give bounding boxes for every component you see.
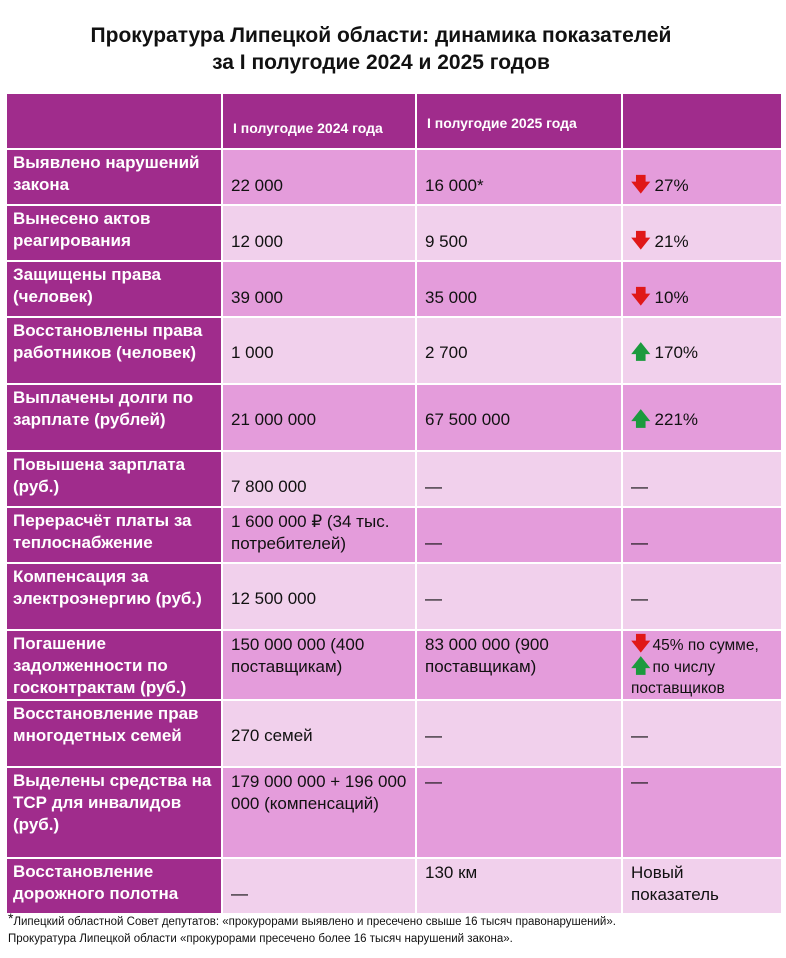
value-2025: 2 700 — [416, 317, 622, 384]
table-row — [6, 507, 782, 563]
value-2025: 130 км — [416, 858, 622, 914]
value-2024: 12 500 000 — [222, 563, 416, 630]
arrow-up-icon: 🡅 — [631, 409, 651, 430]
table-row — [6, 563, 782, 630]
row-label: Защищены права (человек) — [6, 261, 222, 317]
change-cell — [622, 261, 782, 317]
table-row — [6, 700, 782, 767]
value-2024: 150 000 000 (400 поставщикам) — [222, 630, 416, 700]
value-2024: 1 000 — [222, 317, 416, 384]
page-title — [0, 22, 762, 76]
footnote-marker: * — [8, 910, 14, 926]
indicators-table — [5, 92, 783, 915]
table-row — [6, 630, 782, 700]
value-2025: — — [416, 451, 622, 507]
change-cell — [622, 205, 782, 261]
change-value: 27% — [654, 176, 689, 195]
arrow-up-icon: 🡅 — [631, 656, 651, 677]
change-cell — [622, 384, 782, 451]
arrow-down-icon: 🡇 — [631, 634, 651, 655]
change-cell: — — [622, 700, 782, 767]
arrow-up-icon: 🡅 — [631, 342, 651, 363]
value-2024: 39 000 — [222, 261, 416, 317]
value-2024: 179 000 000 + 196 000 000 (компенсаций) — [222, 767, 416, 858]
value-2025: 9 500 — [416, 205, 622, 261]
change-line-sum: 🡇 45% по сумме, — [631, 634, 759, 655]
row-label: Выделены средства на ТСР для инвалидов (руб.) — [6, 767, 222, 858]
value-2024: 1 600 000 ₽ (34 тыс. потребителей) — [222, 507, 416, 563]
row-label: Восстановление дорожного полотна — [6, 858, 222, 914]
table-row — [6, 149, 782, 205]
change-value: 21% — [654, 232, 689, 251]
table-row — [6, 767, 782, 858]
header-cell-empty — [6, 93, 222, 149]
value-2025: — — [416, 507, 622, 563]
value-2024: 22 000 — [222, 149, 416, 205]
value-2025: — — [416, 563, 622, 630]
arrow-down-icon: 🡇 — [631, 175, 651, 196]
footnote-line-2: Прокуратура Липецкой области «прокурорами пресечено более 16 тысяч нарушений закона». — [8, 933, 513, 945]
header-cell-2024: I полугодие 2024 года — [222, 93, 416, 149]
table-row — [6, 384, 782, 451]
change-value: 221% — [654, 410, 699, 429]
table-row — [6, 205, 782, 261]
value-2025: 35 000 — [416, 261, 622, 317]
table-row — [6, 451, 782, 507]
change-cell: — — [622, 507, 782, 563]
change-value: 170% — [654, 343, 699, 362]
change-cell: — — [622, 451, 782, 507]
table-row — [6, 858, 782, 914]
row-label: Выплачены долги по зарплате (рублей) — [6, 384, 222, 451]
change-cell — [622, 317, 782, 384]
row-label: Вынесено актов реагирования — [6, 205, 222, 261]
change-cell: — — [622, 767, 782, 858]
value-2024: 12 000 — [222, 205, 416, 261]
table-row — [6, 317, 782, 384]
value-2024: 7 800 000 — [222, 451, 416, 507]
value-2024: 21 000 000 — [222, 384, 416, 451]
change-value: 10% — [654, 288, 689, 307]
change-cell — [622, 630, 782, 700]
value-2025: 67 500 000 — [416, 384, 622, 451]
row-label: Компенсация за электроэнергию (руб.) — [6, 563, 222, 630]
header-cell-change — [622, 93, 782, 149]
row-label: Выявлено нарушений закона — [6, 149, 222, 205]
value-2024: — — [222, 858, 416, 914]
change-cell: — — [622, 563, 782, 630]
change-cell: Новый показатель — [622, 858, 782, 914]
change-line-count: 🡅 по числу поставщиков — [631, 656, 725, 697]
row-label: Повышена зарплата (руб.) — [6, 451, 222, 507]
title-line-1: Прокуратура Липецкой области: динамика показателей — [90, 24, 672, 47]
row-label: Перерасчёт платы за теплоснабжение — [6, 507, 222, 563]
row-label: Восстановлены права работников (человек) — [6, 317, 222, 384]
header-cell-2025: I полугодие 2025 года — [416, 93, 622, 149]
table-row — [6, 261, 782, 317]
footnote — [8, 912, 778, 948]
value-2025: — — [416, 700, 622, 767]
change-cell — [622, 149, 782, 205]
value-2025: 83 000 000 (900 поставщикам) — [416, 630, 622, 700]
value-2024: 270 семей — [222, 700, 416, 767]
arrow-down-icon: 🡇 — [631, 231, 651, 252]
footnote-line-1: *Липецкий областной Совет депутатов: «прокурорами выявлено и пресечено свыше 16 тысяч правонарушений». — [8, 910, 616, 928]
value-2025: 16 000* — [416, 149, 622, 205]
table-header-row — [6, 93, 782, 149]
row-label: Погашение задолженности по госконтрактам (руб.) — [6, 630, 222, 700]
value-2025: — — [416, 767, 622, 858]
arrow-down-icon: 🡇 — [631, 287, 651, 308]
row-label: Восстановление прав многодетных семей — [6, 700, 222, 767]
title-line-2: за I полугодие 2024 и 2025 годов — [212, 51, 550, 74]
